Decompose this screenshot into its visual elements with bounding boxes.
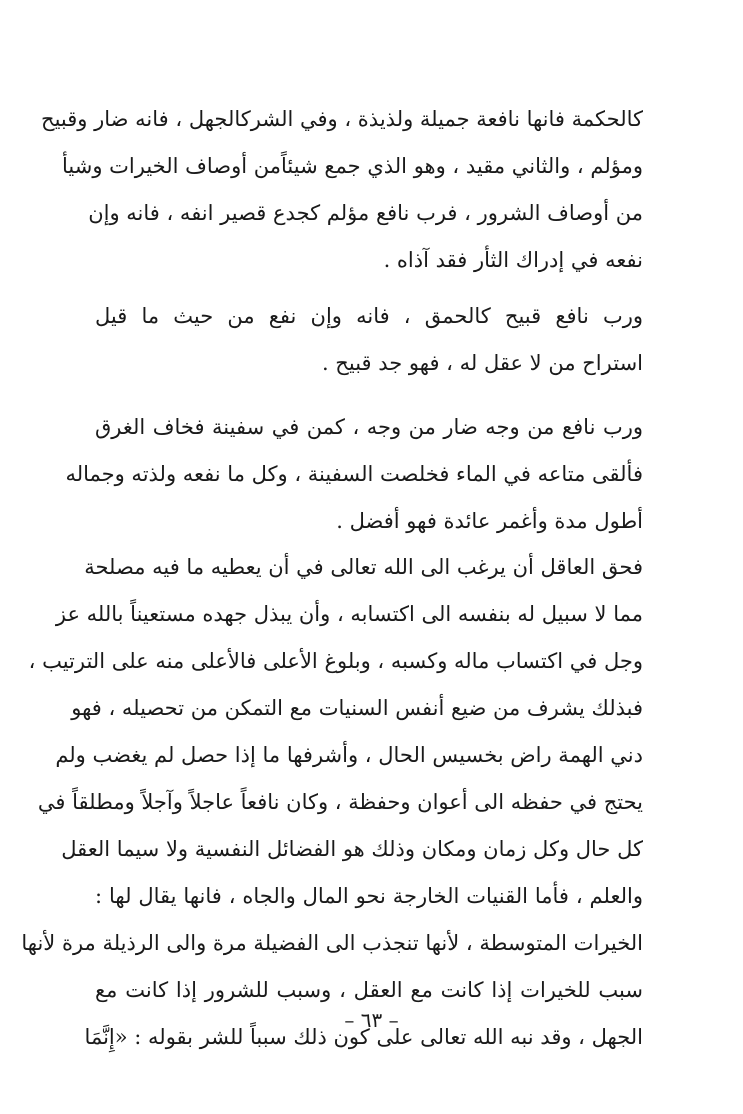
text-line: دني الهمة راض بخسيس الحال ، وأشرفها ما إذا حصل لم يغضب ولم: [55, 743, 643, 767]
text-line: كالحكمة فانها نافعة جميلة ولذيذة ، وفي الشركالجهل ، فانه ضار وقبيح: [41, 107, 643, 131]
text-line: الجهل ، وقد نبه الله تعالى على كون ذلك سبباً للشر بقوله : «إِنَّمَا: [84, 1025, 643, 1049]
text-line: استراح من لا عقل له ، فهو جد قبيح .: [321, 351, 643, 375]
text-line: وجل في اكتساب ماله وكسبه ، وبلوغ الأعلى فالأعلى منه على الترتيب ،: [28, 649, 643, 673]
text-line: ورب نافع من وجه ضار من وجه ، كمن في سفينة فخاف الغرق: [95, 415, 643, 439]
text-line: فبذلك يشرف من ضيع أنفس السنيات مع التمكن من تحصيله ، فهو: [71, 696, 643, 720]
paragraph-3: [65, 404, 643, 545]
text-line: الخيرات المتوسطة ، لأنها تنجذب الى الفضيلة مرة والى الرذيلة مرة لأنها: [21, 931, 643, 955]
text-line: مما لا سبيل له بنفسه الى اكتسابه ، وأن يبذل جهده مستعيناً بالله عز: [55, 602, 643, 626]
paragraph-2: [95, 293, 643, 387]
text-line: يحتج في حفظه الى أعوان وحفظة ، وكان نافعاً عاجلاً وآجلاً ومطلقاً في: [37, 790, 643, 814]
text-line: سبب للخيرات إذا كانت مع العقل ، وسبب للشرور إذا كانت مع: [95, 978, 643, 1002]
text-line: فحق العاقل أن يرغب الى الله تعالى في أن يعطيه ما فيه مصلحة: [84, 555, 643, 579]
text-line: ورب نافع قبيح كالحمق ، فانه وإن نفع من حيث ما قيل: [95, 304, 643, 328]
text-line: فألقى متاعه في الماء فخلصت السفينة ، وكل ما نفعه ولذته وجماله: [65, 462, 643, 486]
page-number: – ٦٣ –: [344, 1008, 399, 1032]
text-line: ومؤلم ، والثاني مقيد ، وهو الذي جمع شيئاًمن أوصاف الخيرات وشيأ: [61, 154, 643, 178]
text-line: أطول مدة وأغمر عائدة فهو أفضل .: [336, 509, 643, 533]
text-line: كل حال وكل زمان ومكان وذلك هو الفضائل النفسية ولا سيما العقل: [61, 837, 643, 861]
paragraph-4: [21, 544, 643, 1061]
text-line: من أوصاف الشرور ، فرب نافع مؤلم كجدع قصير انفه ، فانه وإن: [88, 201, 643, 225]
text-line: نفعه في إدراك الثأر فقد آذاه .: [383, 248, 643, 272]
text-line: والعلم ، فأما القنيات الخارجة نحو المال والجاه ، فانها يقال لها :: [95, 884, 643, 908]
paragraph-1: [41, 96, 643, 284]
